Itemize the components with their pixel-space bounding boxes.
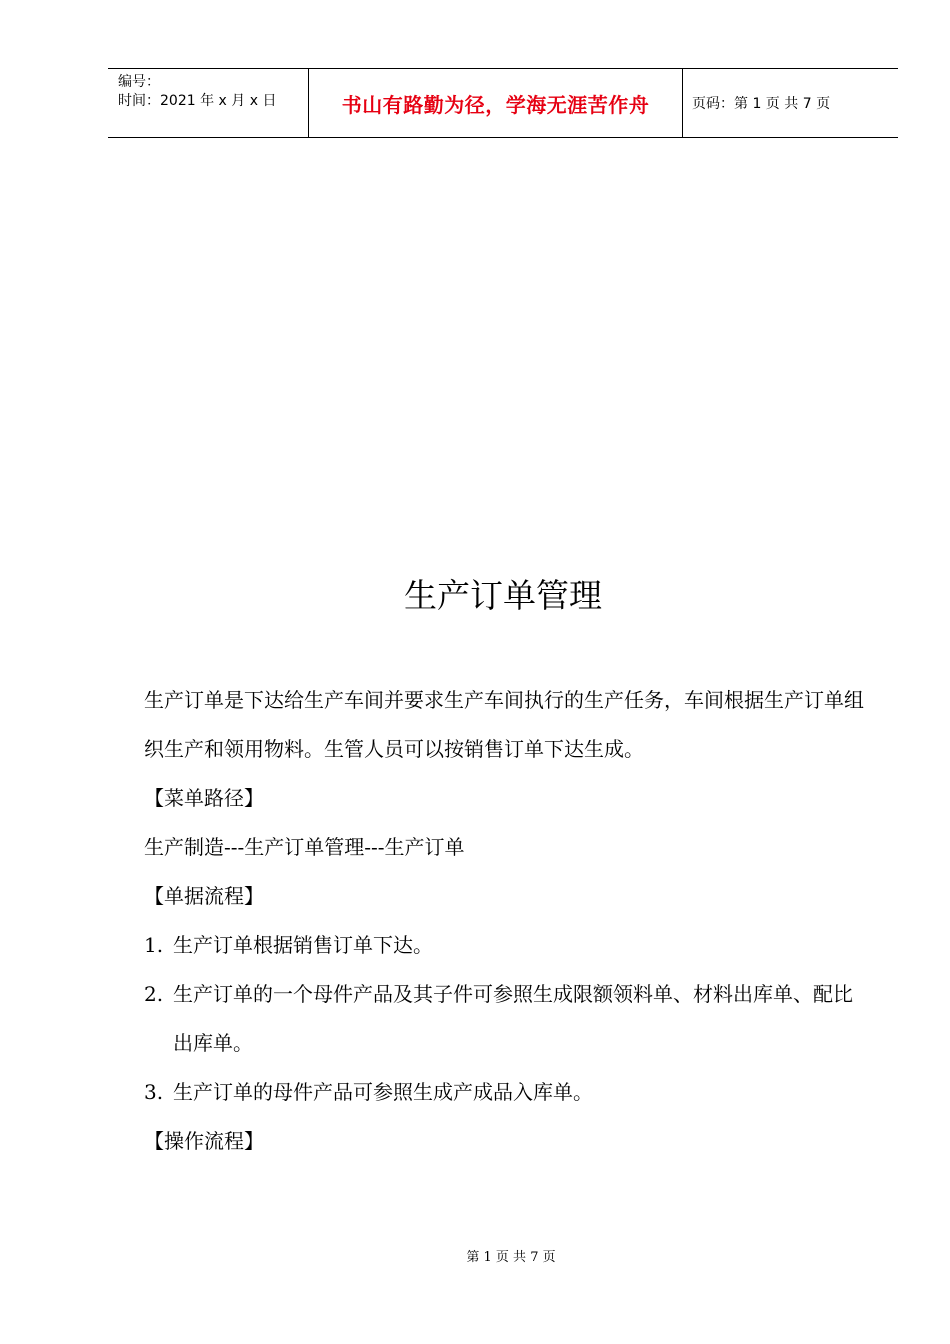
page-footer-number: 第 1 页 共 7 页 bbox=[466, 1250, 556, 1265]
list-item bbox=[144, 1068, 866, 1117]
menu-path-heading: 【菜单路径】 bbox=[144, 786, 264, 810]
list-item-number: 1. bbox=[144, 933, 164, 957]
list-item-number: 2. bbox=[144, 982, 164, 1006]
document-title: 生产订单管理 bbox=[404, 576, 602, 615]
list-item-text: 生产订单根据销售订单下达。 bbox=[173, 933, 433, 957]
page-header bbox=[108, 68, 898, 138]
date-label: 时间：2021 年 x 月 x 日 bbox=[118, 93, 277, 109]
list-item bbox=[144, 921, 866, 970]
list-item bbox=[144, 970, 866, 1068]
operation-heading: 【操作流程】 bbox=[144, 1129, 264, 1153]
intro-paragraph: 生产订单是下达给生产车间并要求生产车间执行的生产任务，车间根据生产订单组织生产和领用物料。生管人员可以按销售订单下达生成。 bbox=[144, 688, 864, 761]
list-item-text: 生产订单的母件产品可参照生成产成品入库单。 bbox=[173, 1080, 593, 1104]
header-motto: 书山有路勤为径，学海无涯苦作舟 bbox=[309, 69, 683, 137]
menu-path-text: 生产制造---生产订单管理---生产订单 bbox=[144, 835, 465, 859]
document-body bbox=[144, 676, 866, 1166]
list-item-number: 3. bbox=[144, 1080, 164, 1104]
list-item-text: 生产订单的一个母件产品及其子件可参照生成限额领料单、材料出库单、配比出库单。 bbox=[173, 982, 853, 1055]
header-meta-cell bbox=[108, 69, 309, 137]
flow-heading: 【单据流程】 bbox=[144, 884, 264, 908]
serial-number-label: 编号： bbox=[118, 74, 160, 90]
header-page-info: 页码：第 1 页 共 7 页 bbox=[692, 96, 831, 112]
